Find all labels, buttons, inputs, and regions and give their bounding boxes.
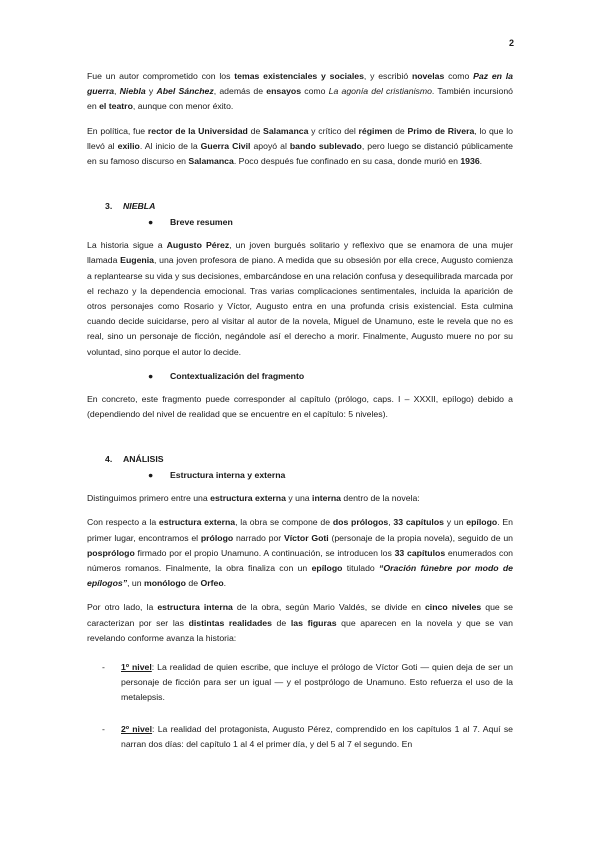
level-2-label: 2º nivel — [121, 723, 153, 734]
section-4-title: ANÁLISIS — [123, 454, 164, 465]
intro-paragraph-works: Fue un autor comprometido con los temas existenciales y sociales, y escribió novelas como Paz en la guerra, Niebla y Abel Sánchez, además de ensayos como La agonía del cristianismo. También incursionó en el teatro, aunque con menor éxito. — [87, 71, 513, 112]
intro-paragraph-politics: En política, fue rector de la Universidad de Salamanca y crítico del régimen de Primo de Rivera, lo que lo llevó al exilio. Al inicio de la Guerra Civil apoyó al bando sublevado, pero luego se distanció públicamente en su famoso discurso en Salamanca. Poco después fue confinado en su casa, donde murió en 1936. — [87, 125, 513, 167]
external-structure-paragraph: Con respecto a la estructura externa, la obra se compone de dos prólogos, 33 capítulos y un epílogo. En primer lugar, encontramos el prólogo narrado por Víctor Goti (personaje de la propia novela), seguido de un posprólogo firmado por el propio Unamuno. A continuación, se introducen los 33 capítulos enumerados con números romanos. Finalmente, la obra finaliza con un epílogo titulado “Oración fúnebre por modo de epílogos”, un monólogo de Orfeo. — [87, 517, 513, 589]
summary-paragraph: La historia sigue a Augusto Pérez, un joven burgués solitario y reflexivo que se enamora de una mujer llamada Eugenia, una joven profesora de piano. A medida que su obsesión por ella crece, Augusto comienza a replantearse su vida y sus decisiones, embarcándose en una relación confusa y desequilibrada marcada por el rechazo y la dependencia emocional. Tras varias complicaciones sentimentales, incluida la aparición de otros personajes como Rosario y Víctor, Augusto entra en una profunda crisis existencial. Esta culmina cuando decide suicidarse, pero al visitar al autor de la novela, Miguel de Unamuno, este le revela que no es real, sino un personaje de ficción, negándole así el derecho a morir. Finalmente, Augusto muere no por su voluntad, sino porque el autor lo decide. — [87, 240, 514, 357]
page-content — [87, 69, 513, 768]
bullet-icon: ● — [148, 217, 154, 228]
level-1-label: 1º nivel — [121, 662, 152, 673]
section-4-heading — [87, 452, 513, 468]
structure-intro-paragraph: Distinguimos primero entre una estructura externa y una interna dentro de la novela: — [87, 493, 420, 504]
list-item-level-1: - 1º nivel: La realidad de quien escribe, que incluye el prólogo de Víctor Goti — quien deja de ser un personaje de ficción para ser un igual — y el postprólogo de Unamuno. Esto refuerza el uso de la metalepsis. — [102, 662, 513, 703]
subheading-resumen: ● Breve resumen — [87, 215, 513, 231]
section-3-heading — [87, 199, 513, 215]
list-item-level-2: - 2º nivel: La realidad del protagonista, Augusto Pérez, comprendido en los capítulos 1 al 7. Aquí se narran dos días: del capítulo 1 al 4 el primer día, y del 5 al 7 el segundo. En — [102, 723, 513, 749]
page-number: 2 — [508, 38, 514, 48]
internal-structure-paragraph: Por otro lado, la estructura interna de la obra, según Mario Valdés, se divide en cinco niveles que se caracterizan por ser las distintas realidades de las figuras que aparecen en la novela y que se van revelando conforme avanza la historia: — [87, 602, 513, 643]
section-3-number: 3. — [105, 201, 113, 212]
subheading-estructura: ● Estructura interna y externa — [87, 468, 513, 484]
bullet-icon: ● — [148, 370, 154, 381]
context-paragraph: En concreto, este fragmento puede corresponder al capítulo (prólogo, caps. I – XXXII, epílogo) debido a (dependiendo del nivel de realidad que se encuentre en el capítulo: 5 niveles). — [87, 393, 513, 420]
section-3-title: NIEBLA — [123, 201, 156, 212]
subheading-contexto: ● Contextualización del fragmento — [87, 369, 513, 385]
bullet-icon: ● — [148, 470, 154, 481]
section-4-number: 4. — [105, 454, 113, 465]
